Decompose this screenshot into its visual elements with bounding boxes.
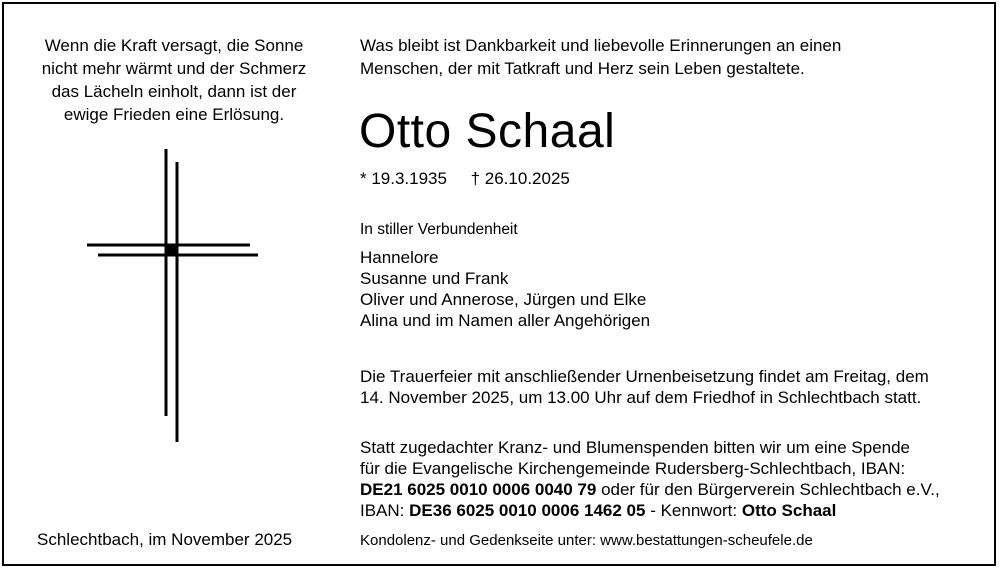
mourner-entry: Alina und im Namen aller Angehörigen: [360, 311, 651, 330]
donation-line: [360, 479, 985, 500]
intro-text: [360, 34, 980, 80]
iban-church: DE21 6025 0010 0006 0040 79: [360, 480, 597, 499]
iban-association: DE36 6025 0010 0006 1462 05: [409, 501, 646, 520]
cross-icon: [84, 144, 264, 449]
life-dates: [360, 167, 570, 190]
intro-line: Menschen, der mit Tatkraft und Herz sein Leben gestaltete.: [360, 59, 805, 78]
keyword-label: - Kennwort:: [650, 501, 738, 520]
mourner-entry: Oliver und Annerose, Jürgen und Elke: [360, 290, 647, 309]
place-date: Schlechtbach, im November 2025: [37, 530, 293, 549]
birth-date: * 19.3.1935: [360, 169, 447, 188]
poem-line: Wenn die Kraft versagt, die Sonne: [44, 36, 304, 55]
ceremony-info: [360, 366, 980, 408]
mourning-label: In stiller Verbundenheit: [360, 221, 518, 238]
poem: [24, 34, 324, 126]
mourners-list: [360, 247, 650, 331]
ceremony-line: Die Trauerfeier mit anschließender Urnenbeisetzung findet am Freitag, dem: [360, 367, 929, 386]
poem-line: ewige Frieden eine Erlösung.: [63, 105, 285, 124]
death-date: † 26.10.2025: [470, 169, 570, 188]
donation-line: für die Evangelische Kirchengemeinde Rudersberg-Schlechtbach, IBAN:: [360, 459, 906, 478]
deceased-name: Otto Schaal: [359, 105, 616, 158]
intro-line: Was bleibt ist Dankbarkeit und liebevolle Erinnerungen an einen: [360, 36, 842, 55]
mourner-entry: Hannelore: [360, 248, 439, 267]
condolence-link: Kondolenz- und Gedenkseite unter: www.bestattungen-scheufele.de: [360, 532, 813, 549]
poem-line: nicht mehr wärmt und der Schmerz: [41, 59, 307, 78]
obituary-notice: [2, 2, 996, 566]
donation-line: Statt zugedachter Kranz- und Blumenspenden bitten wir um eine Spende: [360, 438, 911, 457]
donation-line: [360, 500, 985, 521]
ceremony-line: 14. November 2025, um 13.00 Uhr auf dem Friedhof in Schlechtbach statt.: [360, 388, 922, 407]
donation-alt-text: oder für den Bürgerverein Schlechtbach e.V.,: [601, 480, 940, 499]
keyword-value: Otto Schaal: [741, 501, 837, 520]
iban-label: IBAN:: [360, 501, 405, 520]
mourner-entry: Susanne und Frank: [360, 269, 509, 288]
donation-info: [360, 437, 985, 521]
poem-line: das Lächeln einholt, dann ist der: [51, 82, 297, 101]
